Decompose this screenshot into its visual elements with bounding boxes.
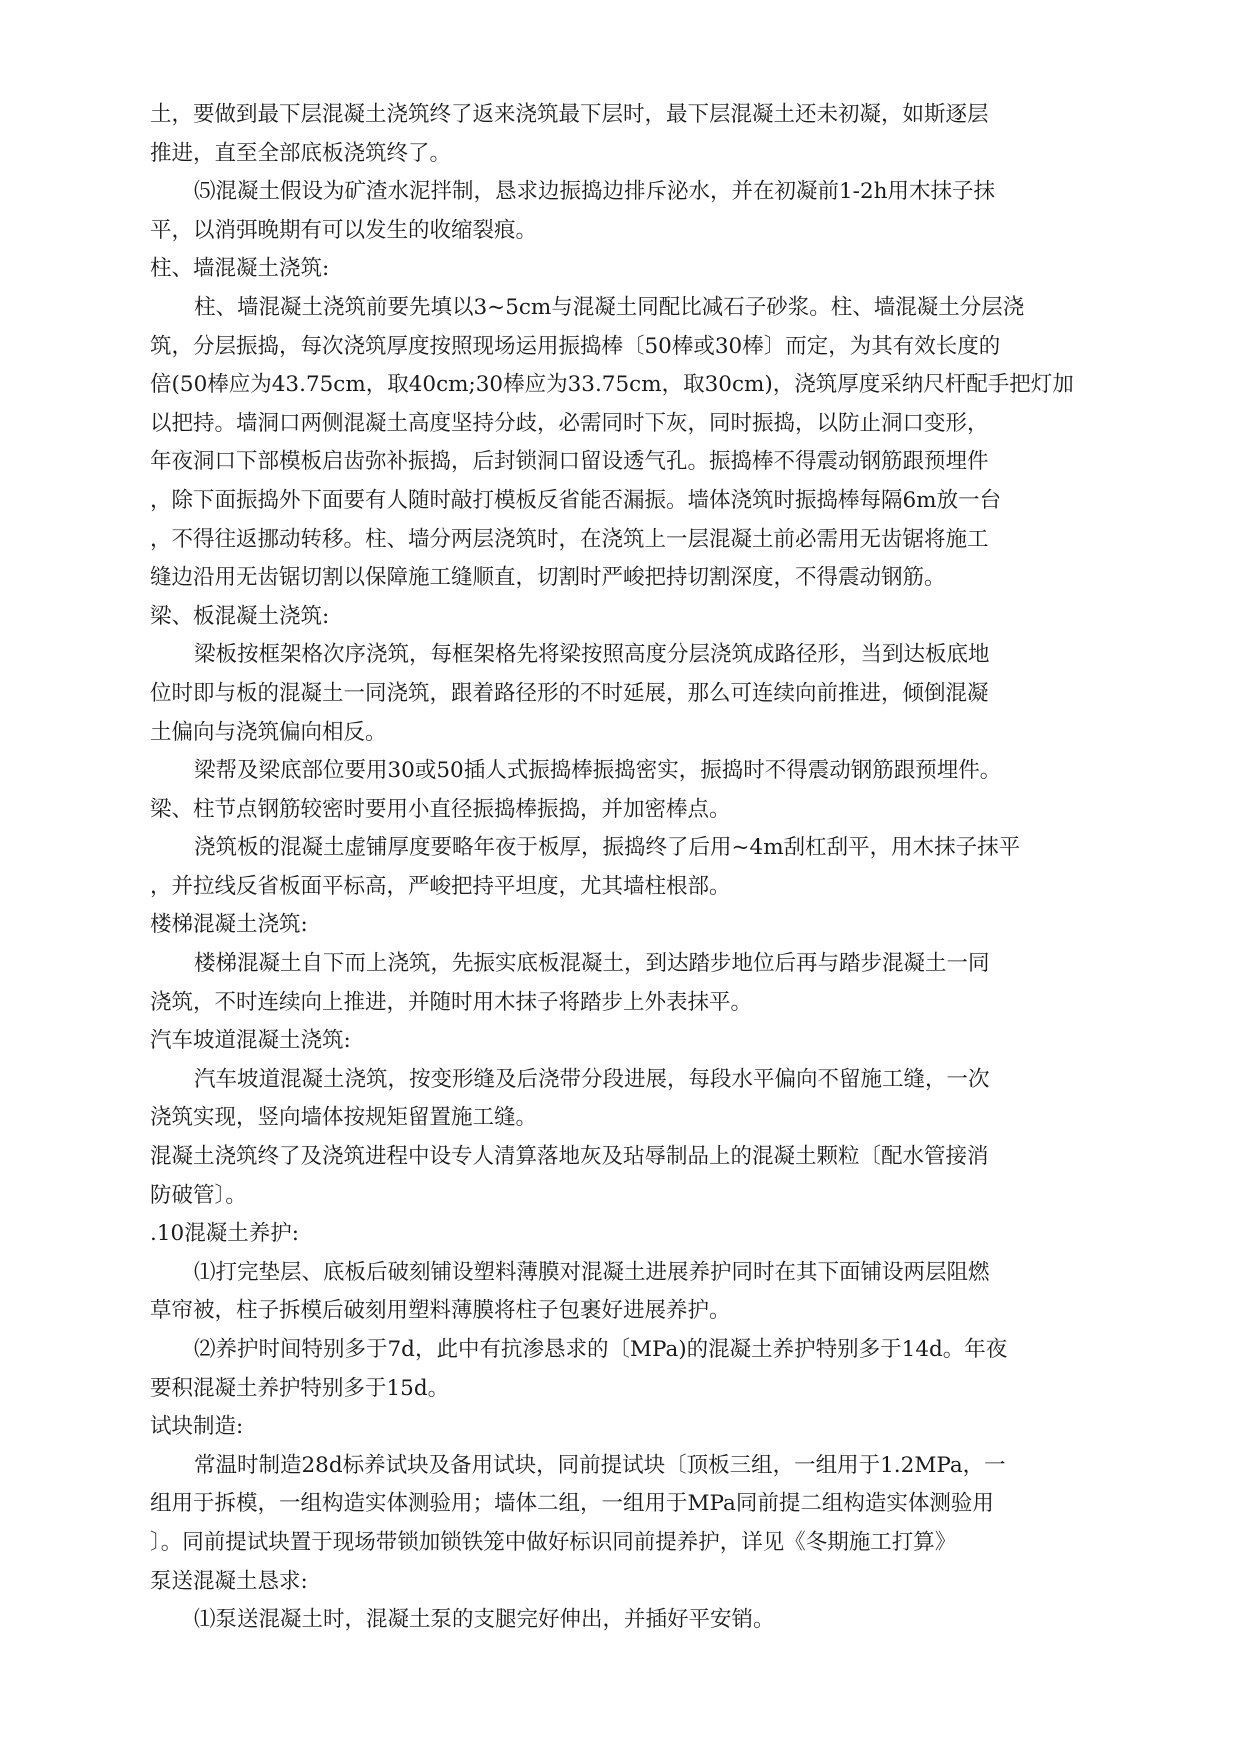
- text-line: .10混凝土养护:: [150, 1221, 299, 1247]
- text-line: 常温时制造28d标养试块及备用试块，同前提试块〔顶板三组，一组用于1.2MPa，一: [194, 1452, 1006, 1478]
- text-line: 浇筑板的混凝土虚铺厚度要略年夜于板厚，振捣终了后用~4m刮杠刮平，用木抹子抹平: [194, 835, 1021, 861]
- paragraph: [150, 1254, 1112, 1331]
- text-line: 草帘被，柱子拆模后破刻用塑料薄膜将柱子包裹好进展养护。: [150, 1298, 731, 1324]
- paragraph: [150, 1138, 1112, 1215]
- text-line: ，不得往返挪动转移。柱、墙分两层浇筑时，在浇筑上一层混凝土前必需用无齿锯将施工: [150, 526, 989, 552]
- text-line: 推进，直至全部底板浇筑终了。: [150, 140, 452, 166]
- text-line: 混凝土浇筑终了及浇筑进程中设专人清算落地灰及玷辱制品上的混凝土颗粒〔配水管接消: [150, 1144, 989, 1170]
- text-line: 梁帮及梁底部位要用30或50插人式振捣棒振捣密实，振捣时不得震动钢筋跟预埋件。: [194, 758, 1002, 784]
- text-line: ⑴泵送混凝土时，混凝土泵的支腿完好伸出，并插好平安销。: [194, 1607, 775, 1633]
- text-line: 试块制造:: [150, 1414, 244, 1440]
- text-line: 防破管〕。: [150, 1182, 247, 1208]
- text-line: 土偏向与浇筑偏向相反。: [150, 719, 387, 745]
- text-line: 梁板按框架格次序浇筑，每框架格先将梁按照高度分层浇筑成路径形，当到达板底地: [194, 642, 990, 668]
- text-line: ⑸混凝土假设为矿渣水泥拌制，恳求边振捣边排斥泌水，并在初凝前1-2h用木抹子抹: [194, 179, 995, 205]
- text-line: 柱、墙混凝土浇筑:: [150, 256, 330, 282]
- paragraph: [150, 1022, 1112, 1061]
- text-line: ，并拉线反省板面平标高，严峻把持平坦度，尤其墙柱根部。: [150, 873, 731, 899]
- text-line: 梁、板混凝土浇筑:: [150, 603, 330, 629]
- text-line: 浇筑实现，竖向墙体按规矩留置施工缝。: [150, 1105, 538, 1131]
- text-line: 筑，分层振捣，每次浇筑厚度按照现场运用振捣棒〔50棒或30棒〕而定，为其有效长度的: [150, 333, 1001, 359]
- text-line: 楼梯混凝土自下而上浇筑，先振实底板混凝土，到达踏步地位后再与踏步混凝土一同: [194, 951, 990, 977]
- paragraph: [150, 1408, 1112, 1447]
- text-line: ⑵养护时间特别多于7d，此中有抗渗恳求的〔MPa)的混凝土养护特别多于14d。年夜: [194, 1337, 1008, 1362]
- paragraph: [150, 1061, 1112, 1138]
- paragraph: [150, 1331, 1112, 1408]
- paragraph: [150, 636, 1112, 752]
- text-line: 平，以消弭晚期有可以发生的收缩裂痕。: [150, 217, 538, 243]
- paragraph: [150, 791, 1112, 830]
- text-line: 柱、墙混凝土浇筑前要先填以3~5cm与混凝土同配比减石子砂浆。柱、墙混凝土分层浇: [194, 294, 1025, 320]
- paragraph: [150, 945, 1112, 1022]
- text-line: ⑴打完垫层、底板后破刻铺设塑料薄膜对混凝土进展养护同时在其下面铺设两层阻燃: [194, 1259, 990, 1285]
- paragraph: [150, 96, 1112, 173]
- text-line: 楼梯混凝土浇筑:: [150, 912, 308, 938]
- paragraph: [150, 1215, 1112, 1254]
- paragraph: [150, 752, 1112, 791]
- paragraph: [150, 1447, 1112, 1563]
- text-line: 要积混凝土养护特别多于15d。: [150, 1375, 450, 1401]
- paragraph: [150, 829, 1112, 906]
- text-line: 汽车坡道混凝土浇筑，按变形缝及后浇带分段进展，每段水平偏向不留施工缝，一次: [194, 1066, 990, 1092]
- paragraph: [150, 906, 1112, 945]
- text-line: 梁、柱节点钢筋较密时要用小直径振捣棒振捣，并加密棒点。: [150, 796, 731, 822]
- text-line: 浇筑，不时连续向上推进，并随时用木抹子将踏步上外表抹平。: [150, 989, 753, 1015]
- paragraph: [150, 250, 1112, 289]
- text-line: 汽车坡道混凝土浇筑:: [150, 1028, 351, 1054]
- text-line: 缝边沿用无齿锯切割以保障施工缝顺直，切割时严峻把持切割深度，不得震动钢筋。: [150, 565, 946, 591]
- text-line: 位时即与板的混凝土一同浇筑，跟着路径形的不时延展，那么可连续向前推进，倾倒混凝: [150, 680, 989, 706]
- text-line: 组用于拆模，一组构造实体测验用；墙体二组，一组用于MPa同前提二组构造实体测验用: [150, 1491, 994, 1517]
- text-line: ，除下面振捣外下面要有人随时敲打模板反省能否漏振。墙体浇筑时振捣棒每隔6m放一台: [150, 487, 1002, 513]
- text-line: 以把持。墙洞口两侧混凝土高度坚持分歧，必需同时下灰，同时振捣，以防止洞口变形，: [150, 410, 989, 436]
- text-line: 土，要做到最下层混凝土浇筑终了返来浇筑最下层时，最下层混凝土还未初凝，如斯逐层: [150, 102, 989, 127]
- paragraph: [150, 598, 1112, 637]
- text-line: 年夜洞口下部模板启齿弥补振捣，后封锁洞口留设透气孔。振捣棒不得震动钢筋跟预埋件: [150, 449, 989, 475]
- document-body: [150, 96, 1112, 1640]
- text-line: 泵送混凝土恳求:: [150, 1568, 308, 1594]
- text-line: 〕。同前提试块置于现场带锁加锁铁笼中做好标识同前提养护，详见《冬期施工打算》: [150, 1529, 957, 1555]
- paragraph: [150, 1563, 1112, 1602]
- paragraph: [150, 1601, 1112, 1640]
- paragraph: [150, 173, 1112, 250]
- paragraph: [150, 289, 1112, 598]
- text-line: 倍(50棒应为43.75cm，取40cm;30棒应为33.75cm，取30cm)，浇筑厚度采纳尺杆配手把灯加: [150, 372, 1074, 398]
